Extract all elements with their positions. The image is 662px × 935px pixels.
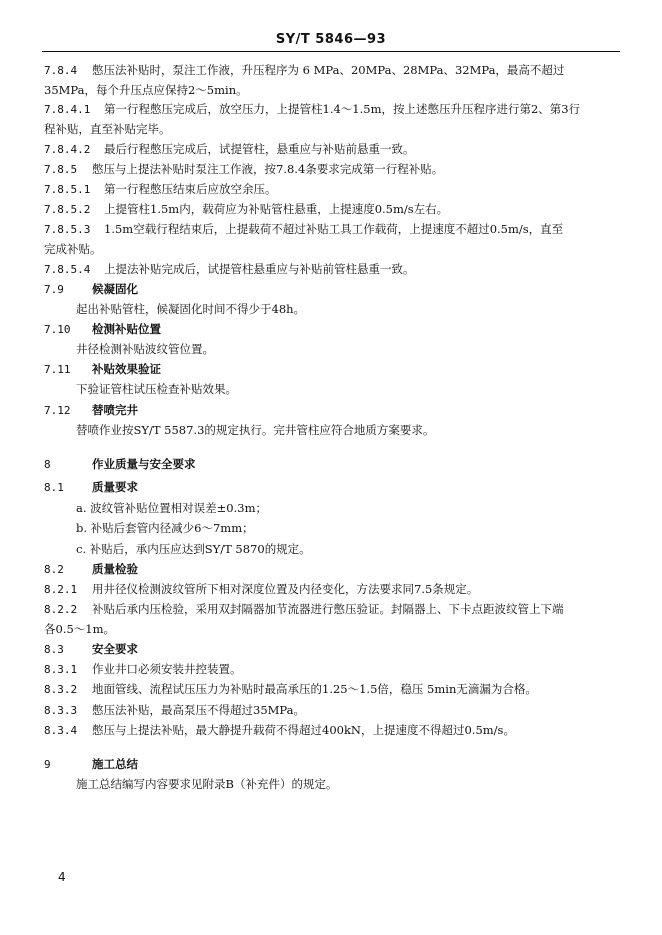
- clause-number: 7.12: [44, 404, 71, 417]
- text-line: [44, 121, 624, 137]
- clause-text: 上提管柱1.5m内，载荷应为补贴管柱悬重，上提速度0.5m/s左右。: [104, 202, 449, 216]
- clause-text: b. 补贴后套管内径减少6～7mm；: [76, 521, 254, 535]
- clause-number: 8.2.2: [44, 603, 78, 616]
- text-line: [44, 141, 624, 158]
- text-line: [44, 661, 624, 678]
- page-header: SY/T 5846—93: [275, 32, 387, 47]
- text-line: [44, 520, 624, 536]
- clause-number: 8.3.2: [44, 683, 78, 696]
- clause-text: 憋压法补贴时，泵注工作液，升压程序为 6 MPa、20MPa、28MPa、32MPa，最高不超过: [92, 63, 565, 77]
- clause-number: 7.8.4.1: [44, 103, 91, 116]
- clause-number: 8.2.1: [44, 583, 78, 596]
- text-line: [44, 221, 624, 238]
- clause-text: 憋压与上提法补贴时泵注工作液，按7.8.4条要求完成第一行程补贴。: [92, 162, 444, 176]
- text-line: [44, 161, 624, 178]
- clause-text: 地面管线、流程试压压力为补贴时最高承压的1.25～1.5倍，稳压 5min无滴漏为合格。: [92, 682, 537, 696]
- section-heading: [44, 561, 624, 578]
- clause-text: 施工总结编写内容要求见附录B（补充件）的规定。: [76, 777, 338, 791]
- text-line: [44, 581, 624, 598]
- clause-text: 用井径仪检测波纹管所下相对深度位置及内径变化，方法要求同7.5条规定。: [92, 582, 479, 596]
- clause-text: 第一行程憋压结束后应放空余压。: [104, 182, 277, 196]
- clause-text: 完成补贴。: [44, 242, 102, 256]
- clause-text: 程补贴，直至补贴完毕。: [44, 122, 171, 136]
- text-line: [44, 301, 624, 317]
- heading-text: 替喷完井: [92, 403, 138, 417]
- clause-text: 最后行程憋压完成后，试提管柱，悬重应与补贴前悬重一致。: [104, 142, 415, 156]
- clause-text: 1.5m空载行程结束后，上提载荷不超过补贴工具工作载荷，上提速度不超过0.5m/s，直至: [104, 222, 564, 236]
- clause-text: 35MPa，每个升压点应保持2～5min。: [44, 83, 248, 97]
- heading-text: 安全要求: [92, 642, 138, 656]
- clause-number: 7.8.5.4: [44, 263, 91, 276]
- clause-number: 7.8.5: [44, 163, 78, 176]
- clause-number: 7.8.5.1: [44, 183, 91, 196]
- clause-number: 7.10: [44, 323, 71, 336]
- text-line: [44, 601, 624, 618]
- clause-text: 起出补贴管柱，候凝固化时间不得少于48h。: [76, 302, 306, 316]
- header-rule: [42, 51, 620, 52]
- text-line: [44, 341, 624, 357]
- clause-number: 9: [44, 758, 51, 771]
- clause-text: 补贴后承内压检验，采用双封隔器加节流器进行憋压验证。封隔器上、下卡点距波纹管上下端: [92, 602, 564, 616]
- text-line: [44, 621, 624, 637]
- text-line: [44, 422, 624, 438]
- clause-number: 8.3.4: [44, 724, 78, 737]
- clause-number: 7.8.5.3: [44, 223, 91, 236]
- text-line: [44, 101, 624, 118]
- clause-number: 7.8.4: [44, 64, 78, 77]
- page-number: 4: [58, 870, 66, 884]
- clause-text: 上提法补贴完成后，试提管柱悬重应与补贴前管柱悬重一致。: [104, 262, 415, 276]
- clause-number: 8.3: [44, 643, 64, 656]
- clause-number: 7.8.5.2: [44, 203, 91, 216]
- clause-text: c. 补贴后，承内压应达到SY/T 5870的规定。: [76, 542, 311, 556]
- heading-text: 检测补贴位置: [92, 322, 161, 336]
- section-heading: [44, 281, 624, 298]
- text-line: [44, 181, 624, 198]
- text-line: [44, 500, 624, 516]
- section-heading: [44, 641, 624, 658]
- clause-number: 8.3.3: [44, 704, 78, 717]
- text-line: [44, 541, 624, 557]
- section-heading: [44, 756, 624, 773]
- heading-text: 补贴效果验证: [92, 362, 161, 376]
- heading-text: 质量要求: [92, 480, 138, 494]
- clause-number: 8: [44, 458, 51, 471]
- text-line: [44, 681, 624, 698]
- clause-text: 作业井口必须安装井控装置。: [92, 662, 242, 676]
- clause-text: a. 波纹管补贴位置相对误差±0.3m；: [76, 501, 267, 515]
- clause-text: 憋压法补贴，最高泵压不得超过35MPa。: [92, 703, 305, 717]
- text-line: [44, 62, 624, 79]
- section-heading: [44, 321, 624, 338]
- clause-number: 7.9: [44, 283, 64, 296]
- clause-text: 各0.5～1m。: [44, 622, 116, 636]
- clause-number: 8.2: [44, 563, 64, 576]
- text-line: [44, 201, 624, 218]
- text-line: [44, 261, 624, 278]
- section-heading: [44, 361, 624, 378]
- clause-text: 下验证管柱试压检查补贴效果。: [76, 382, 237, 396]
- clause-text: 井径检测补贴波纹管位置。: [76, 342, 214, 356]
- section-heading: [44, 456, 624, 473]
- section-heading: [44, 402, 624, 419]
- heading-text: 候凝固化: [92, 282, 138, 296]
- text-line: [44, 722, 624, 739]
- clause-text: 憋压与上提法补贴，最大静提升载荷不得超过400kN，上提速度不得超过0.5m/s。: [92, 723, 515, 737]
- clause-number: 8.3.1: [44, 663, 78, 676]
- heading-text: 作业质量与安全要求: [92, 457, 196, 471]
- text-line: [44, 702, 624, 719]
- clause-number: 7.11: [44, 363, 71, 376]
- text-line: [44, 241, 624, 257]
- clause-number: 8.1: [44, 481, 64, 494]
- text-line: [44, 381, 624, 397]
- section-heading: [44, 479, 624, 496]
- clause-text: 替喷作业按SY/T 5587.3的规定执行。完井管柱应符合地质方案要求。: [76, 423, 435, 437]
- text-line: [44, 82, 624, 98]
- heading-text: 质量检验: [92, 562, 138, 576]
- clause-number: 7.8.4.2: [44, 143, 91, 156]
- heading-text: 施工总结: [92, 757, 138, 771]
- text-line: [44, 776, 624, 792]
- clause-text: 第一行程憋压完成后，放空压力，上提管柱1.4～1.5m，按上述憋压升压程序进行第2、第3行: [104, 102, 581, 116]
